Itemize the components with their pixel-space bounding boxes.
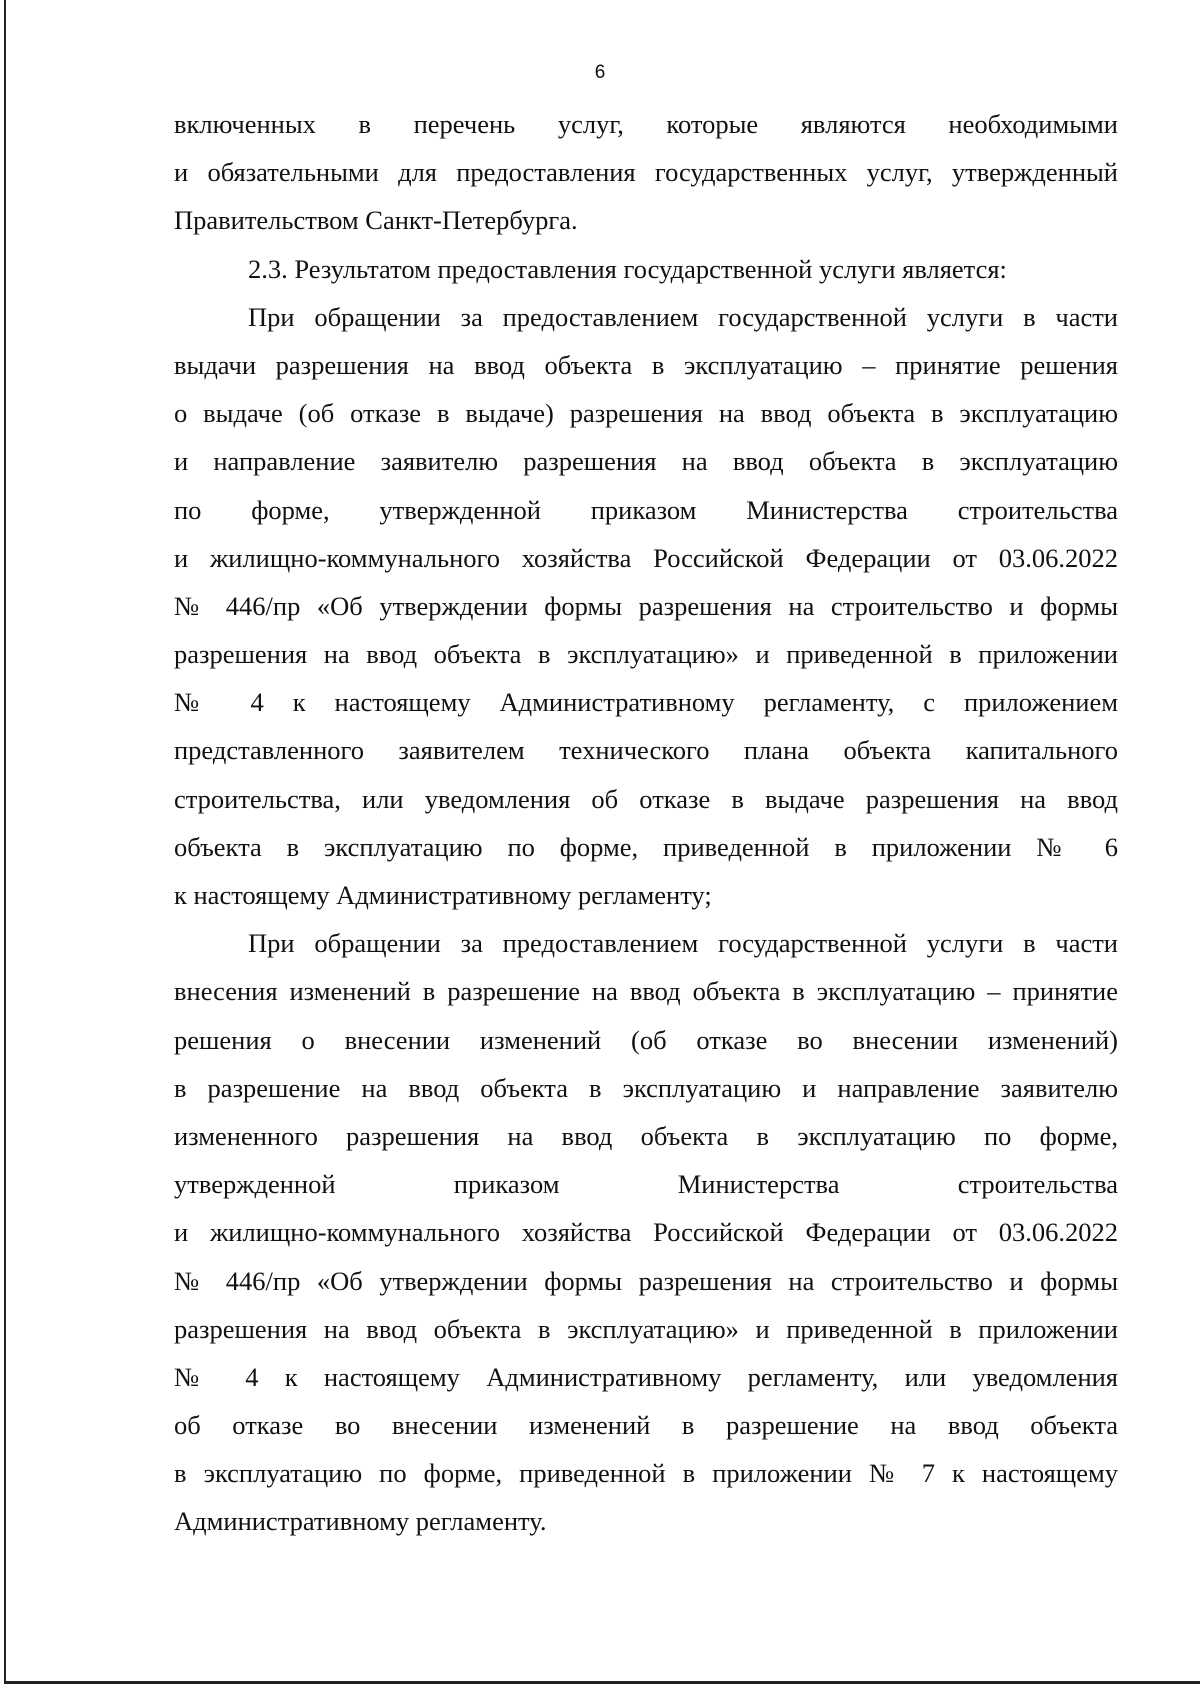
page-number: 6 (594, 62, 606, 83)
text-line: № 446/пр «Об утверждении формы разрешения на строительство и формы (174, 590, 1118, 621)
text-line: решения о внесении изменений (об отказе во внесении изменений) (174, 1024, 1118, 1055)
text-line: и обязательными для предоставления государственных услуг, утвержденный (174, 157, 1118, 188)
text-line: разрешения на ввод объекта в эксплуатацию» и приведенной в приложении (174, 639, 1118, 670)
text-line: Административному регламенту. (174, 1506, 547, 1537)
text-line: внесения изменений в разрешение на ввод объекта в эксплуатацию – принятие (174, 976, 1118, 1007)
text-line: При обращении за предоставлением государственной услуги в части (248, 301, 1118, 332)
text-line: При обращении за предоставлением государственной услуги в части (248, 928, 1118, 959)
text-line: по форме, утвержденной приказом Министерства строительства (174, 494, 1118, 525)
text-line: и жилищно-коммунального хозяйства Российской Федерации от 03.06.2022 (174, 542, 1118, 573)
text-line: о выдаче (об отказе в выдаче) разрешения на ввод объекта в эксплуатацию (174, 398, 1118, 429)
text-line: представленного заявителем технического плана объекта капитального (174, 735, 1118, 766)
text-line: и жилищно-коммунального хозяйства Российской Федерации от 03.06.2022 (174, 1217, 1118, 1248)
text-line: в разрешение на ввод объекта в эксплуатацию и направление заявителю (174, 1072, 1118, 1103)
text-line: выдачи разрешения на ввод объекта в эксплуатацию – принятие решения (174, 349, 1118, 380)
scan-edge-bottom (4, 1681, 1200, 1684)
text-line: разрешения на ввод объекта в эксплуатацию» и приведенной в приложении (174, 1313, 1118, 1344)
text-line: объекта в эксплуатацию по форме, приведенной в приложении № 6 (174, 831, 1118, 862)
text-line: строительства, или уведомления об отказе в выдаче разрешения на ввод (174, 783, 1118, 814)
text-line: № 4 к настоящему Административному регламенту, с приложением (174, 687, 1118, 718)
text-line: измененного разрешения на ввод объекта в эксплуатацию по форме, (174, 1120, 1118, 1151)
text-line: об отказе во внесении изменений в разрешение на ввод объекта (174, 1410, 1118, 1441)
text-line: № 4 к настоящему Административному регламенту, или уведомления (174, 1361, 1118, 1392)
scan-edge-left (4, 0, 6, 1682)
text-line: включенных в перечень услуг, которые являются необходимыми (174, 109, 1118, 139)
text-line: и направление заявителю разрешения на ввод объекта в эксплуатацию (174, 446, 1118, 477)
document-body (174, 100, 1118, 1546)
text-line: в эксплуатацию по форме, приведенной в приложении № 7 к настоящему (174, 1458, 1118, 1489)
text-line: Правительством Санкт-Петербурга. (174, 205, 578, 236)
text-line: № 446/пр «Об утверждении формы разрешения на строительство и формы (174, 1265, 1118, 1296)
text-line: 2.3. Результатом предоставления государственной услуги является: (248, 253, 1007, 284)
text-line: утвержденной приказом Министерства строительства (174, 1169, 1118, 1200)
text-line: к настоящему Административному регламенту; (174, 880, 712, 910)
